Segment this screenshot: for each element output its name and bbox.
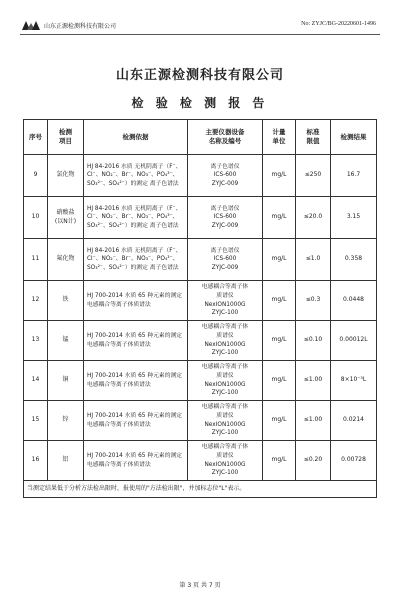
cell-test-item: 铜 <box>48 361 84 401</box>
table-header-row <box>24 120 377 155</box>
col-header-item: 检测 项目 <box>48 120 84 155</box>
cell-standard-limit: ≤0.10 <box>296 321 331 361</box>
cell-test-item: 氟化物 <box>48 239 84 281</box>
col-header-instrument: 主要仪器设备 名称及编号 <box>188 120 263 155</box>
col-header-result: 检测结果 <box>331 120 377 155</box>
document-subtitle: 检 验 检 测 报 告 <box>131 96 269 110</box>
cell-standard-limit: ≤0.20 <box>296 441 331 481</box>
table-row <box>24 155 377 197</box>
cell-sequence-no: 9 <box>24 155 48 197</box>
table-row <box>24 281 377 321</box>
table-note: 当测定结果低于分析方法检出限时，报使用的"方法检出限"，并加标志位"L"表示。 <box>24 481 377 498</box>
cell-instrument: 电感耦合等离子体 质谱仪 NexION1000G ZYJC-100 <box>188 441 263 481</box>
cell-instrument: 电感耦合等离子体 质谱仪 NexION1000G ZYJC-100 <box>188 321 263 361</box>
cell-instrument: 离子色谱仪 ICS-600 ZYJC-009 <box>188 197 263 239</box>
cell-test-method: HJ 700-2014 水质 65 种元素的测定 电感耦合等离子体质谱法 <box>84 401 188 441</box>
cell-test-result: 16.7 <box>331 155 377 197</box>
cell-sequence-no: 16 <box>24 441 48 481</box>
cell-instrument: 离子色谱仪 ICS-600 ZYJC-009 <box>188 239 263 281</box>
cell-unit: mg/L <box>263 321 296 361</box>
cell-test-result: 0.00728 <box>331 441 377 481</box>
col-header-unit: 计量 单位 <box>263 120 296 155</box>
cell-unit: mg/L <box>263 155 296 197</box>
cell-test-item: 锌 <box>48 401 84 441</box>
cell-unit: mg/L <box>263 361 296 401</box>
cell-standard-limit: ≤250 <box>296 155 331 197</box>
table-row <box>24 361 377 401</box>
cell-test-method: HJ 700-2014 水质 65 种元素的测定 电感耦合等离子体质谱法 <box>84 361 188 401</box>
document-title: 山东正源检测科技有限公司 <box>115 68 284 83</box>
cell-test-method: HJ 84-2016 水质 无机阴离子（F⁻、Cl⁻、NO₂⁻、Br⁻、NO₃⁻、PO₄³⁻、SO₃²⁻、SO₄²⁻）的测定 离子色谱法 <box>84 239 188 281</box>
page-header <box>20 18 380 35</box>
cell-test-method: HJ 84-2016 水质 无机阴离子（F⁻、Cl⁻、NO₂⁻、Br⁻、NO₃⁻、PO₄³⁻、SO₃²⁻、SO₄²⁻）的测定 离子色谱法 <box>84 197 188 239</box>
col-header-method: 检测依据 <box>84 120 188 155</box>
cell-test-result: 0.0448 <box>331 281 377 321</box>
cell-instrument: 离子色谱仪 ICS-600 ZYJC-009 <box>188 155 263 197</box>
cell-test-item: 铝 <box>48 441 84 481</box>
cell-test-method: HJ 84-2016 水质 无机阴离子（F⁻、Cl⁻、NO₂⁻、Br⁻、NO₃⁻、PO₄³⁻、SO₃²⁻、SO₄²⁻）的测定 离子色谱法 <box>84 155 188 197</box>
col-header-no: 序号 <box>24 120 48 155</box>
cell-sequence-no: 14 <box>24 361 48 401</box>
table-row <box>24 239 377 281</box>
cell-unit: mg/L <box>263 441 296 481</box>
cell-sequence-no: 12 <box>24 281 48 321</box>
cell-test-method: HJ 700-2014 水质 65 种元素的测定 电感耦合等离子体质谱法 <box>84 281 188 321</box>
cell-standard-limit: ≤0.3 <box>296 281 331 321</box>
cell-test-result: 0.358 <box>331 239 377 281</box>
cell-standard-limit: ≤1.0 <box>296 239 331 281</box>
col-header-limit: 标准 限值 <box>296 120 331 155</box>
cell-test-result: 0.00012L <box>331 321 377 361</box>
cell-unit: mg/L <box>263 281 296 321</box>
cell-test-method: HJ 700-2014 水质 65 种元素的测定 电感耦合等离子体质谱法 <box>84 441 188 481</box>
cell-instrument: 电感耦合等离子体 质谱仪 NexION1000G ZYJC-100 <box>188 281 263 321</box>
cell-sequence-no: 13 <box>24 321 48 361</box>
cell-standard-limit: ≤20.0 <box>296 197 331 239</box>
cell-test-item: 铁 <box>48 281 84 321</box>
cell-instrument: 电感耦合等离子体 质谱仪 NexION1000G ZYJC-100 <box>188 401 263 441</box>
company-logo <box>20 19 42 32</box>
cell-test-method: HJ 700-2014 水质 65 种元素的测定 电感耦合等离子体质谱法 <box>84 321 188 361</box>
cell-sequence-no: 11 <box>24 239 48 281</box>
table-row <box>24 441 377 481</box>
cell-unit: mg/L <box>263 197 296 239</box>
table-row <box>24 401 377 441</box>
report-number: No: ZYJC/BG-20220601-1496 <box>301 21 376 27</box>
cell-test-result: 3.15 <box>331 197 377 239</box>
cell-standard-limit: ≤1.00 <box>296 401 331 441</box>
table-note-row <box>24 481 377 498</box>
test-results-table <box>23 119 377 498</box>
cell-test-item: 氯化物 <box>48 155 84 197</box>
table-row <box>24 197 377 239</box>
cell-test-item: 硝酸盐 (以N计) <box>48 197 84 239</box>
cell-standard-limit: ≤1.00 <box>296 361 331 401</box>
cell-test-result: 8×10⁻⁵L <box>331 361 377 401</box>
header-company-name: 山东正源检测科技有限公司 <box>44 23 117 30</box>
cell-instrument: 电感耦合等离子体 质谱仪 NexION1000G ZYJC-100 <box>188 361 263 401</box>
table-row <box>24 321 377 361</box>
cell-test-result: 0.0214 <box>331 401 377 441</box>
cell-sequence-no: 10 <box>24 197 48 239</box>
cell-unit: mg/L <box>263 239 296 281</box>
cell-test-item: 锰 <box>48 321 84 361</box>
cell-unit: mg/L <box>263 401 296 441</box>
cell-sequence-no: 15 <box>24 401 48 441</box>
page-number: 第 3 页 共 7 页 <box>179 582 221 589</box>
